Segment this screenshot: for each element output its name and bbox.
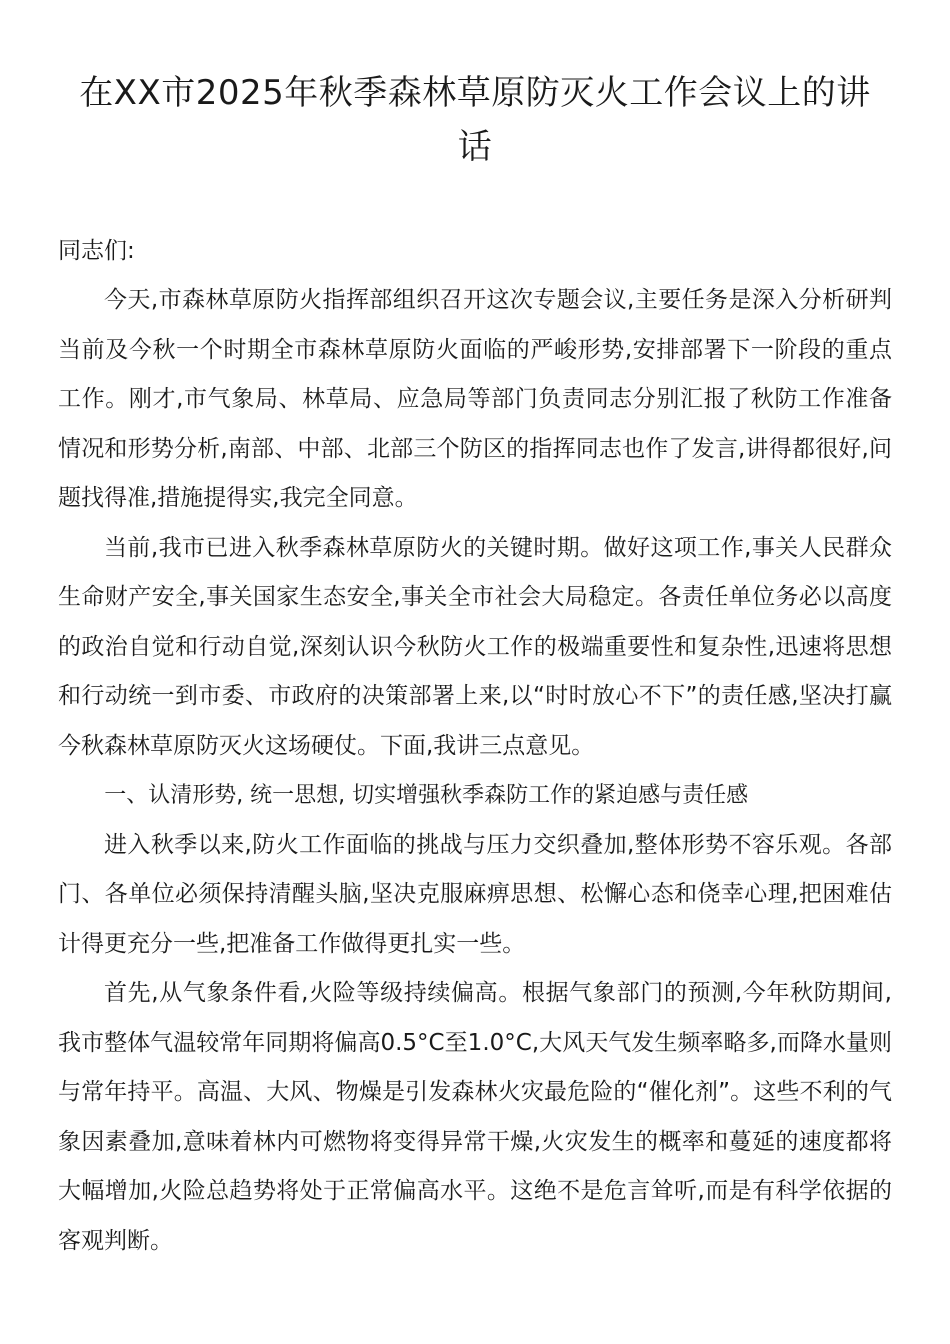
paragraph-weather: 首先,从气象条件看,火险等级持续偏高。根据气象部门的预测,今年秋防期间,我市整体气温较常年同期将偏高0.5°C至1.0°C,大风天气发生频率略多,而降水量则与常年持平。高温、大风、物燥是引发森林火灾最危险的“催化剂”。这些不利的气象因素叠加,意味着林内可燃物将变得异常干燥,火灾发生的概率和蔓延的速度都将大幅增加,火险总趋势将处于正常偏高水平。这绝不是危言耸听,而是有科学依据的客观判断。 [58, 980, 892, 1254]
paragraph-situation: 当前,我市已进入秋季森林草原防火的关键时期。做好这项工作,事关人民群众生命财产安全,事关国家生态安全,事关全市社会大局稳定。各责任单位务必以高度的政治自觉和行动自觉,深刻认识今秋防火工作的极端重要性和复杂性,迅速将思想和行动统一到市委、市政府的决策部署上来,以“时时放心不下”的责任感,坚决打赢今秋森林草原防灭火这场硬仗。下面,我讲三点意见。 [58, 534, 892, 759]
section-heading-1: 一、认清形势, 统一思想, 切实增强秋季森防工作的紧迫感与责任感 [104, 783, 749, 808]
salutation: 同志们: [58, 238, 135, 264]
document-title: 在XX市2025年秋季森林草原防灭火工作会议上的讲话 [79, 73, 871, 167]
paragraph-opening: 今天,市森林草原防火指挥部组织召开这次专题会议,主要任务是深入分析研判当前及今秋一个时期全市森林草原防火面临的严峻形势,安排部署下一阶段的重点工作。刚才,市气象局、林草局、应急局等部门负责同志分别汇报了秋防工作准备情况和形势分析,南部、中部、北部三个防区的指挥同志也作了发言,讲得都很好,问题找得准,措施提得实,我完全同意。 [58, 287, 892, 511]
paragraph-section-intro: 进入秋季以来,防火工作面临的挑战与压力交织叠加,整体形势不容乐观。各部门、各单位必须保持清醒头脑,坚决克服麻痹思想、松懈心态和侥幸心理,把困难估计得更充分一些,把准备工作做得更扎实一些。 [58, 831, 892, 957]
